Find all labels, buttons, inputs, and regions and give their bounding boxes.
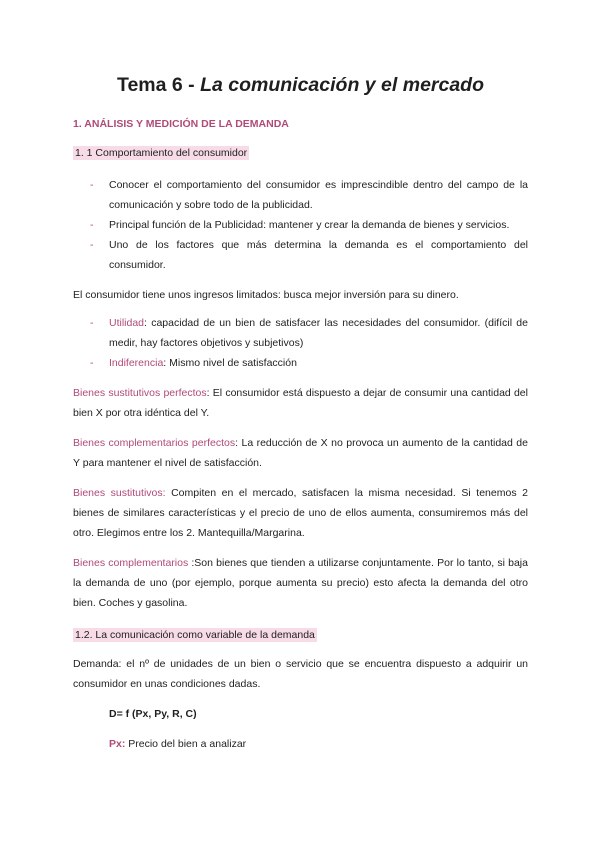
definition-text: Compiten en el mercado, satisfacen la misma necesidad. Si tenemos 2 bienes de similares características y el precio de uno de ellos aumenta, consumiremos más del otro. Elegimos entre los 2. Mantequilla/Margarina. — [73, 487, 528, 539]
definition-paragraph — [73, 383, 528, 423]
definition-term: Bienes complementarios perfectos — [73, 437, 236, 449]
variable-px — [73, 734, 528, 754]
subsection-heading-text: 1. 1 Comportamiento del consumidor — [75, 147, 248, 159]
subsection-heading-behavior — [73, 145, 528, 162]
definition-term: Bienes complementarios — [73, 557, 189, 569]
definition-term: Bienes sustitutivos: — [73, 487, 166, 499]
list-item — [73, 313, 528, 353]
term-text: : capacidad de un bien de satisfacer las necesidades del consumidor. (difícil de medir, hay factores objetivos y subjetivos) — [109, 317, 528, 349]
title-subject: La comunicación y el mercado — [200, 74, 485, 96]
dash-icon: - — [90, 317, 94, 329]
variable-term: Px: — [109, 738, 126, 750]
list-item-text: Uno de los factores que más determina la demanda es el comportamiento del consumidor. — [109, 239, 528, 271]
definition-text: : La reducción de X no provoca un aumento de la cantidad de Y para mantener el nivel de satisfacción. — [73, 437, 528, 469]
list-item-text: Principal función de la Publicidad: mantener y crear la demanda de bienes y servicios. — [109, 219, 510, 231]
term-label: Indiferencia — [109, 357, 164, 369]
list-item — [73, 175, 528, 215]
subsection-heading-text: 1.2. La comunicación como variable de la demanda — [75, 629, 315, 641]
term-text: : Mismo nivel de satisfacción — [163, 357, 297, 369]
definition-paragraph — [73, 433, 528, 473]
list-item — [73, 353, 528, 373]
dash-icon: - — [90, 357, 94, 369]
dash-icon: - — [90, 219, 94, 231]
definition-paragraph — [73, 483, 528, 543]
variable-text: Precio del bien a analizar — [125, 738, 247, 750]
definition-text: :Son bienes que tienden a utilizarse conjuntamente. Por lo tanto, si baja la demanda de uno (por ejemplo, porque aumenta su precio) esto afecta la demanda del otro bien. Coches y gasolina. — [73, 557, 528, 609]
paragraph-demand-definition: Demanda: el nº de unidades de un bien o servicio que se encuentra dispuesto a adquirir un consumidor en unas condiciones dadas. — [73, 658, 528, 690]
title-topic: Tema 6 - — [116, 74, 201, 96]
list-item — [73, 235, 528, 275]
definition-paragraph — [73, 553, 528, 613]
section-heading: 1. ANÁLISIS Y MEDICIÓN DE LA DEMANDA — [73, 118, 289, 130]
dash-icon: - — [90, 179, 94, 191]
paragraph-income: El consumidor tiene unos ingresos limitados: busca mejor inversión para su dinero. — [73, 289, 459, 301]
demand-formula: D= f (Px, Py, R, C) — [109, 708, 197, 720]
subsection-heading-communication — [73, 627, 528, 644]
dash-icon: - — [90, 239, 94, 251]
bullet-list-terms — [73, 313, 528, 373]
definition-text: : El consumidor está dispuesto a dejar de consumir una cantidad del bien X por otra idéntica del Y. — [73, 387, 528, 419]
list-item-text: Conocer el comportamiento del consumidor es imprescindible dentro del campo de la comunicación y sobre todo de la publicidad. — [109, 179, 528, 211]
page-title — [73, 0, 528, 97]
list-item — [73, 215, 528, 235]
definition-term: Bienes sustitutivos perfectos — [73, 387, 207, 399]
bullet-list-behavior — [73, 175, 528, 275]
term-label: Utilidad — [109, 317, 145, 329]
